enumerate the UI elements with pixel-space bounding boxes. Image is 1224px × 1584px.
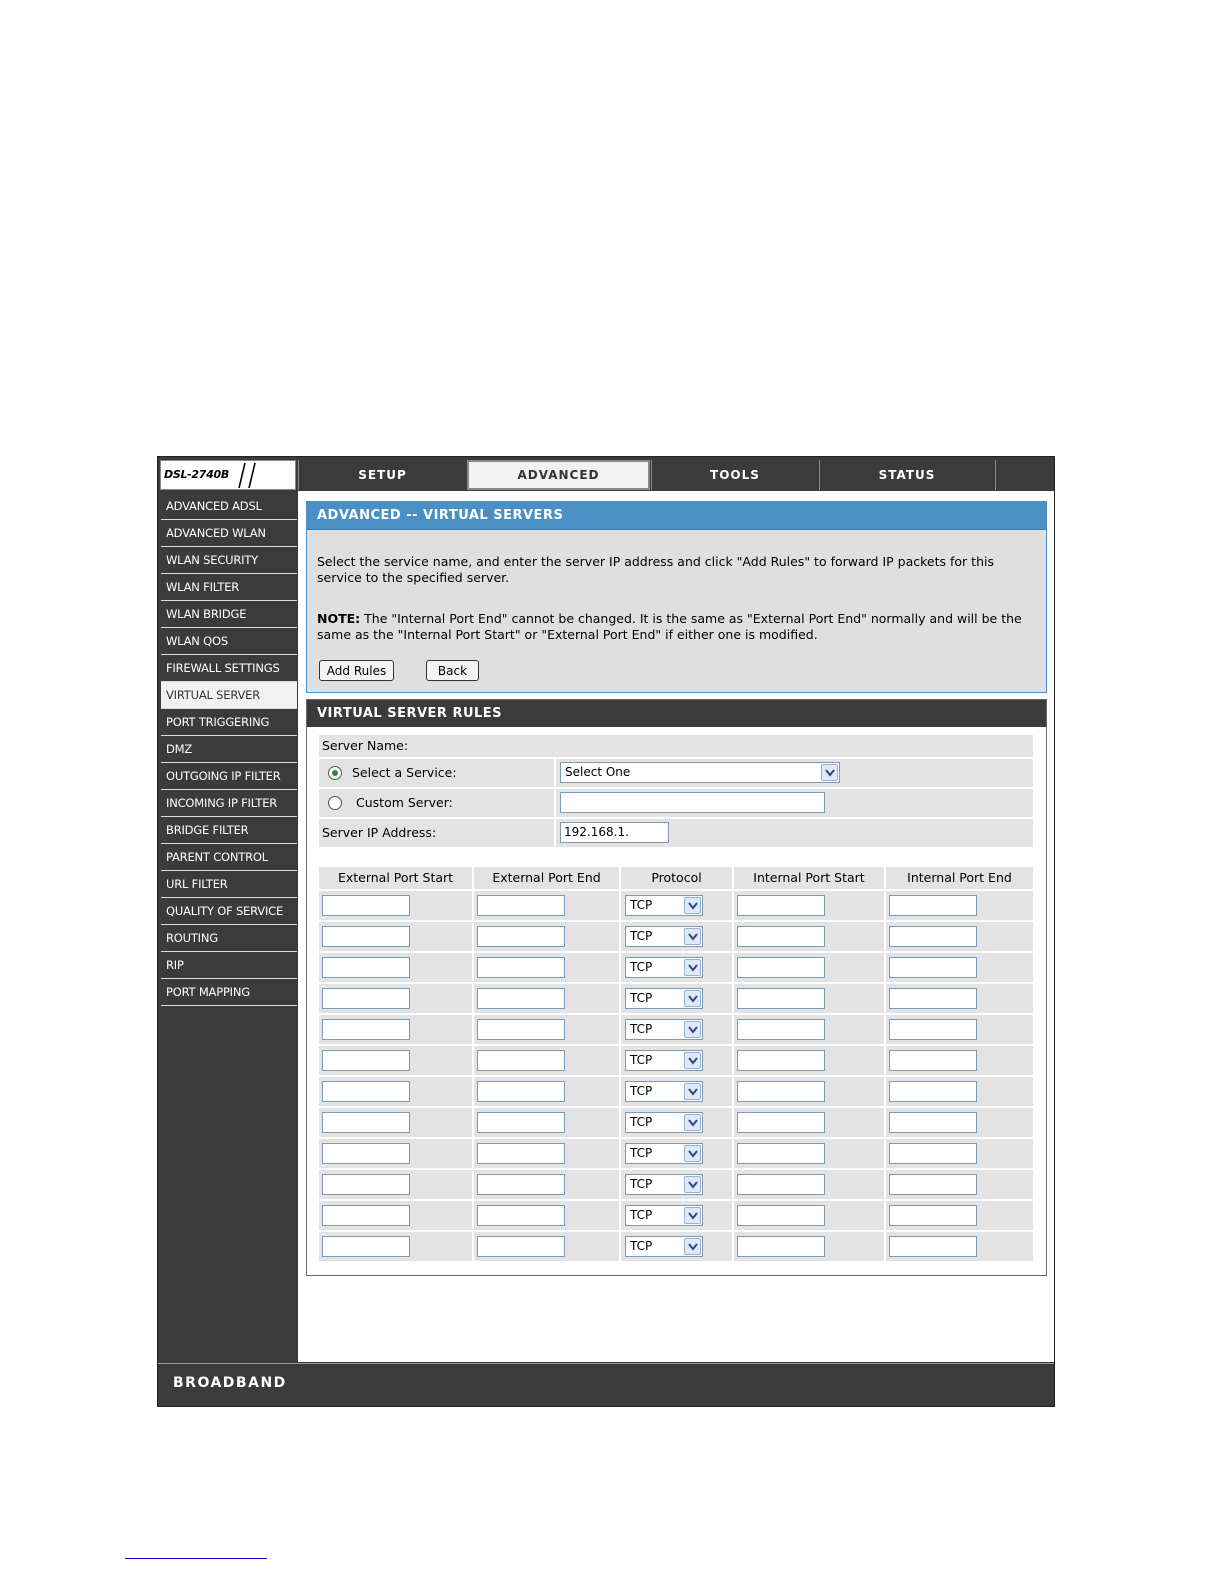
chevron-down-icon	[684, 990, 701, 1007]
internal-port-end-input[interactable]	[889, 1050, 977, 1071]
protocol-select-value: TCP	[630, 1146, 653, 1160]
sidebar-item-dmz[interactable]: DMZ	[161, 736, 297, 763]
table-cell	[319, 1232, 472, 1261]
external-port-start-input[interactable]	[322, 1050, 410, 1071]
sidebar-item-outgoing-ip-filter[interactable]: OUTGOING IP FILTER	[161, 763, 297, 790]
internal-port-start-input[interactable]	[737, 1143, 825, 1164]
table-cell	[474, 953, 619, 982]
sidebar-item-rip[interactable]: RIP	[161, 952, 297, 979]
table-cell	[886, 1077, 1033, 1106]
internal-port-start-input[interactable]	[737, 926, 825, 947]
virtual-server-rules-panel	[306, 699, 1047, 1276]
table-cell	[886, 1170, 1033, 1199]
chevron-down-icon	[684, 897, 701, 914]
table-cell	[734, 922, 884, 951]
model-label: DSL-2740B	[164, 468, 229, 481]
table-cell	[886, 1015, 1033, 1044]
protocol-select[interactable]	[625, 895, 703, 916]
protocol-select[interactable]	[625, 988, 703, 1009]
external-port-end-input[interactable]	[477, 1236, 565, 1257]
external-port-end-input[interactable]	[477, 1205, 565, 1226]
chevron-down-icon	[684, 1114, 701, 1131]
table-cell	[621, 922, 732, 951]
top-navigation-bar	[158, 457, 1054, 491]
table-cell	[474, 1232, 619, 1261]
external-port-start-input[interactable]	[322, 1174, 410, 1195]
footer-brand: BROADBAND	[173, 1375, 287, 1391]
chevron-down-icon	[684, 1238, 701, 1255]
table-cell	[474, 1108, 619, 1137]
protocol-select-value: TCP	[630, 898, 653, 912]
sidebar-item-wlan-qos[interactable]: WLAN QOS	[161, 628, 297, 655]
protocol-header: Protocol	[621, 867, 732, 889]
protocol-select[interactable]	[625, 1081, 703, 1102]
sidebar-item-parent-control[interactable]: PARENT CONTROL	[161, 844, 297, 871]
table-cell	[734, 953, 884, 982]
server-name-row	[319, 735, 1033, 757]
external-port-start-input[interactable]	[322, 1205, 410, 1226]
protocol-select-value: TCP	[630, 1239, 653, 1253]
protocol-select[interactable]	[625, 1050, 703, 1071]
internal-port-start-input[interactable]	[737, 988, 825, 1009]
logo-slash-icon	[235, 461, 259, 489]
external-port-start-input[interactable]	[322, 957, 410, 978]
protocol-select[interactable]	[625, 1174, 703, 1195]
table-cell	[734, 984, 884, 1013]
table-cell	[621, 1046, 732, 1075]
chevron-down-icon	[684, 1207, 701, 1224]
internal-port-start-input[interactable]	[737, 957, 825, 978]
virtual-servers-panel	[306, 501, 1047, 693]
chevron-down-icon	[684, 1021, 701, 1038]
table-cell	[886, 1108, 1033, 1137]
table-cell	[319, 1108, 472, 1137]
custom-server-label: Custom Server:	[356, 795, 453, 810]
table-cell	[474, 1015, 619, 1044]
internal-port-start-input[interactable]	[737, 1205, 825, 1226]
chevron-down-icon	[684, 1176, 701, 1193]
chevron-down-icon	[684, 1052, 701, 1069]
custom-server-row	[319, 789, 1033, 817]
custom-server-radio[interactable]	[328, 796, 342, 810]
external-port-start-input[interactable]	[322, 988, 410, 1009]
description-text: Select the service name, and enter the server IP address and click "Add Rules" to forward IP packets for this service to the specified server.	[317, 554, 994, 585]
model-logo	[160, 460, 296, 490]
internal-port-start-input[interactable]	[737, 1081, 825, 1102]
table-cell	[886, 984, 1033, 1013]
chevron-down-icon	[684, 1145, 701, 1162]
sidebar-item-advanced-adsl[interactable]: ADVANCED ADSL	[161, 493, 297, 520]
external-port-end-input[interactable]	[477, 988, 565, 1009]
external-port-end-input[interactable]	[477, 957, 565, 978]
external-port-start-input[interactable]	[322, 1112, 410, 1133]
table-cell	[474, 1139, 619, 1168]
table-cell	[621, 1232, 732, 1261]
internal-port-start-input[interactable]	[737, 1112, 825, 1133]
select-service-row	[319, 759, 1033, 787]
row-divider	[554, 789, 556, 817]
custom-server-input[interactable]	[560, 792, 825, 813]
sidebar-item-incoming-ip-filter[interactable]: INCOMING IP FILTER	[161, 790, 297, 817]
table-cell	[474, 984, 619, 1013]
table-cell	[734, 891, 884, 920]
internal-port-end-input[interactable]	[889, 957, 977, 978]
sidebar-item-routing[interactable]: ROUTING	[161, 925, 297, 952]
tab-advanced[interactable]: ADVANCED	[467, 460, 650, 490]
table-cell	[319, 1046, 472, 1075]
external-port-end-input[interactable]	[477, 926, 565, 947]
protocol-select-value: TCP	[630, 991, 653, 1005]
sidebar-item-bridge-filter[interactable]: BRIDGE FILTER	[161, 817, 297, 844]
rules-panel-title: VIRTUAL SERVER RULES	[307, 700, 1046, 727]
table-cell	[886, 922, 1033, 951]
table-cell	[621, 1077, 732, 1106]
router-admin-window	[157, 456, 1055, 1407]
table-cell	[734, 1108, 884, 1137]
table-cell	[734, 1046, 884, 1075]
protocol-select[interactable]	[625, 1205, 703, 1226]
table-cell	[319, 953, 472, 982]
internal-port-end-input[interactable]	[889, 1019, 977, 1040]
sidebar-item-url-filter[interactable]: URL FILTER	[161, 871, 297, 898]
table-cell	[886, 1046, 1033, 1075]
internal-port-end-header: Internal Port End	[886, 867, 1033, 889]
server-ip-row	[319, 819, 1033, 847]
table-cell	[319, 891, 472, 920]
external-port-end-input[interactable]	[477, 1143, 565, 1164]
tab-tools[interactable]: TOOLS	[651, 460, 818, 490]
service-select[interactable]	[560, 762, 840, 783]
chevron-down-icon	[684, 1083, 701, 1100]
table-cell	[734, 1077, 884, 1106]
internal-port-start-input[interactable]	[737, 1236, 825, 1257]
sidebar	[161, 493, 297, 1006]
row-divider	[554, 819, 556, 847]
table-cell	[734, 1015, 884, 1044]
sidebar-item-wlan-filter[interactable]: WLAN FILTER	[161, 574, 297, 601]
external-port-start-header: External Port Start	[319, 867, 472, 889]
protocol-select[interactable]	[625, 1236, 703, 1257]
sidebar-item-quality-of-service[interactable]: QUALITY OF SERVICE	[161, 898, 297, 925]
sidebar-item-port-mapping[interactable]: PORT MAPPING	[161, 979, 297, 1006]
internal-port-start-input[interactable]	[737, 895, 825, 916]
tab-blank	[995, 460, 1054, 490]
sidebar-item-virtual-server[interactable]: VIRTUAL SERVER	[161, 682, 297, 709]
internal-port-end-input[interactable]	[889, 926, 977, 947]
sidebar-item-firewall-settings[interactable]: FIREWALL SETTINGS	[161, 655, 297, 682]
protocol-select-value: TCP	[630, 1208, 653, 1222]
select-service-label: Select a Service:	[352, 765, 457, 780]
external-port-start-input[interactable]	[322, 1236, 410, 1257]
table-cell	[319, 984, 472, 1013]
external-port-end-input[interactable]	[477, 1050, 565, 1071]
sidebar-item-advanced-wlan[interactable]: ADVANCED WLAN	[161, 520, 297, 547]
note-text	[317, 611, 1037, 643]
row-divider	[554, 759, 556, 787]
table-cell	[319, 1170, 472, 1199]
protocol-select-value: TCP	[630, 1022, 653, 1036]
table-cell	[621, 984, 732, 1013]
protocol-select-value: TCP	[630, 1084, 653, 1098]
table-cell	[886, 1139, 1033, 1168]
server-ip-label: Server IP Address:	[322, 825, 437, 840]
external-port-start-input[interactable]	[322, 1019, 410, 1040]
table-cell	[319, 1015, 472, 1044]
table-cell	[886, 891, 1033, 920]
table-cell	[621, 1170, 732, 1199]
internal-port-end-input[interactable]	[889, 988, 977, 1009]
protocol-select[interactable]	[625, 926, 703, 947]
panel-title: ADVANCED -- VIRTUAL SERVERS	[307, 502, 1046, 530]
protocol-select-value: TCP	[630, 960, 653, 974]
note-label: NOTE:	[317, 611, 361, 626]
protocol-select[interactable]	[625, 957, 703, 978]
external-port-start-input[interactable]	[322, 1081, 410, 1102]
internal-port-end-input[interactable]	[889, 1174, 977, 1195]
internal-port-end-input[interactable]	[889, 1143, 977, 1164]
external-port-start-input[interactable]	[322, 1143, 410, 1164]
internal-port-start-input[interactable]	[737, 1019, 825, 1040]
table-cell	[474, 1201, 619, 1230]
internal-port-end-input[interactable]	[889, 1205, 977, 1226]
table-cell	[319, 1139, 472, 1168]
table-cell	[474, 891, 619, 920]
internal-port-end-input[interactable]	[889, 1112, 977, 1133]
table-cell	[474, 1077, 619, 1106]
tab-status[interactable]: STATUS	[819, 460, 994, 490]
table-cell	[734, 1201, 884, 1230]
protocol-select-value: TCP	[630, 1177, 653, 1191]
back-button[interactable]: Back	[426, 660, 479, 681]
external-port-end-input[interactable]	[477, 1174, 565, 1195]
protocol-select-value: TCP	[630, 929, 653, 943]
service-select-value: Select One	[565, 765, 631, 779]
protocol-select-value: TCP	[630, 1053, 653, 1067]
table-cell	[734, 1139, 884, 1168]
external-port-end-input[interactable]	[477, 1112, 565, 1133]
select-service-radio[interactable]	[328, 766, 342, 780]
tab-setup[interactable]: SETUP	[298, 460, 466, 490]
external-port-end-input[interactable]	[477, 1081, 565, 1102]
table-cell	[621, 1015, 732, 1044]
external-port-start-input[interactable]	[322, 926, 410, 947]
protocol-select[interactable]	[625, 1112, 703, 1133]
internal-port-start-input[interactable]	[737, 1174, 825, 1195]
external-port-end-header: External Port End	[474, 867, 619, 889]
table-cell	[319, 1201, 472, 1230]
protocol-select[interactable]	[625, 1019, 703, 1040]
note-body: The "Internal Port End" cannot be changed. It is the same as "External Port End" normally and will be the same as the "Internal Port Start" or "External Port End" if either one is modified.	[317, 611, 1022, 642]
internal-port-start-header: Internal Port Start	[734, 867, 884, 889]
protocol-select-value: TCP	[630, 1115, 653, 1129]
server-name-label: Server Name:	[322, 738, 409, 753]
protocol-select[interactable]	[625, 1143, 703, 1164]
table-cell	[319, 1077, 472, 1106]
table-cell	[734, 1170, 884, 1199]
table-cell	[886, 953, 1033, 982]
internal-port-end-input[interactable]	[889, 1236, 977, 1257]
table-cell	[621, 891, 732, 920]
internal-port-start-input[interactable]	[737, 1050, 825, 1071]
table-cell	[474, 1170, 619, 1199]
internal-port-end-input[interactable]	[889, 895, 977, 916]
table-cell	[734, 1232, 884, 1261]
sidebar-item-wlan-bridge[interactable]: WLAN BRIDGE	[161, 601, 297, 628]
table-cell	[319, 922, 472, 951]
chevron-down-icon	[684, 928, 701, 945]
table-cell	[474, 922, 619, 951]
sidebar-item-wlan-security[interactable]: WLAN SECURITY	[161, 547, 297, 574]
table-cell	[621, 1201, 732, 1230]
table-cell	[621, 953, 732, 982]
table-cell	[621, 1139, 732, 1168]
external-port-end-input[interactable]	[477, 895, 565, 916]
chevron-down-icon	[821, 764, 838, 781]
footnote-rule	[125, 1558, 267, 1559]
footer-bar	[158, 1363, 1054, 1406]
chevron-down-icon	[684, 959, 701, 976]
table-cell	[886, 1201, 1033, 1230]
sidebar-item-port-triggering[interactable]: PORT TRIGGERING	[161, 709, 297, 736]
table-cell	[886, 1232, 1033, 1261]
internal-port-end-input[interactable]	[889, 1081, 977, 1102]
external-port-end-input[interactable]	[477, 1019, 565, 1040]
external-port-start-input[interactable]	[322, 895, 410, 916]
table-cell	[621, 1108, 732, 1137]
add-rules-button[interactable]: Add Rules	[319, 660, 394, 681]
table-cell	[474, 1046, 619, 1075]
server-ip-input[interactable]: 192.168.1.	[560, 822, 669, 843]
